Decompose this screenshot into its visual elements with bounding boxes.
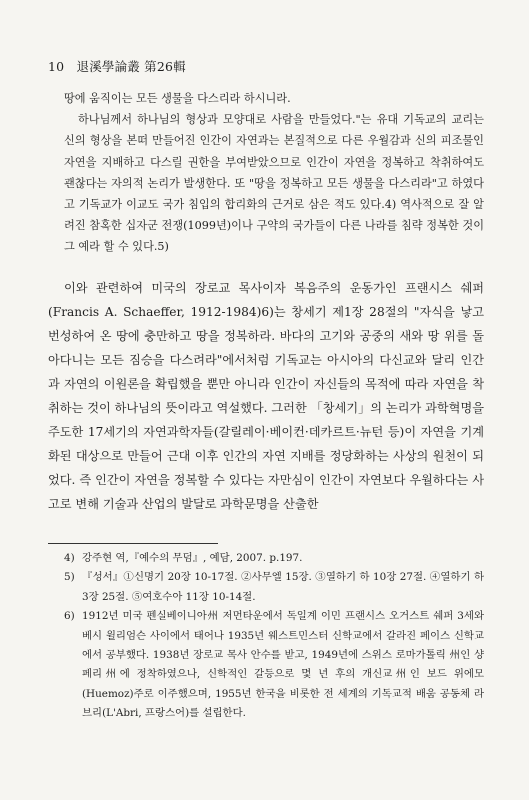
footnotes	[64, 549, 484, 724]
footnote-text: 『성서』①신명기 20장 10-17절. ②사무엘 15장. ③열하기 하 10장 27절. ④열하기 하 3장 25절. ⑤여호수아 11장 10-14절.	[82, 571, 484, 603]
footnote-item	[64, 607, 484, 723]
running-header	[48, 57, 186, 75]
quote-line: 땅에 움직이는 모든 생물을 다스리라 하시니라.	[64, 92, 291, 105]
footnote-number: 6)	[64, 610, 75, 623]
quote-paragraph: 하나님께서 하나님의 형상과 모양대로 사람을 만들었다."는 유대 기독교의 교리는 신의 형상을 본떠 만들어진 인간이 자연과는 본질적으로 다른 우월감과 신의 피조물인 자연을 지배하고 다스릴 권한을 부여받았으므로 인간이 자연을 정복하고 착취하여도 괜찮다는 자의적 논리가 발생한다. 또 "땅을 정복하고 모든 생물을 다스리라"고 하였다고 기독교가 이교도 국가 침입의 합리화의 근거로 삼은 적도 있다.4) 역사적으로 잘 알려진 참혹한 십자군 전쟁(1099년)이나 구약의 국가들이 다른 나라를 침략 정복한 것이 그 예라 할 수 있다.5)	[64, 113, 484, 254]
footnote-item	[64, 549, 484, 568]
footnote-divider	[48, 543, 218, 544]
footnote-text: 1912년 미국 펜실베이니아州 저먼타운에서 독일계 이민 프랜시스 오거스트 쉐퍼 3세와 베시 윌리엄슨 사이에서 태어나 1935년 웨스트민스터 신학교에서 갈라진 페이스 신학교에서 공부했다. 1938년 장로교 목사 안수를 받고, 1949년에 스위스 로마가톨릭 州인 샹페리州에 정착하였으나, 신학적인 갈등으로 몇 년 후의 개신교州인 보드 위에모(Huemoz)주로 이주했으며, 1955년 한국을 비롯한 전 세계의 기독교적 배움 공동체 라브리(L'Abri, 프랑스어)를 설립한다.	[82, 610, 484, 720]
journal-title: 退溪學論叢 第26輯	[76, 59, 186, 74]
body-paragraph: 이와 관련하여 미국의 장로교 목사이자 복음주의 운동가인 프랜시스 쉐퍼(Francis A. Schaeffer, 1912-1984)6)는 창세기 제1장 28절의 "자식을 낳고 번성하여 온 땅에 충만하고 땅을 정복하라. 바다의 고기와 공중의 새와 땅 위를 돌아다니는 모든 짐승을 다스려라"에서처럼 기독교는 아시아의 다신교와 달리 인간과 자연의 이원론을 확립했을 뿐만 아니라 인간이 자신들의 목적에 따라 자연을 착취하는 것이 하나님의 뜻이라고 역설했다. 그러한 「창세기」의 논리가 과학혁명을 주도한 17세기의 자연과학자들(갈릴레이·베이컨·데카르트·뉴턴 등)이 자연을 기계화된 대상으로 만들어 근대 이후 인간의 자연 지배를 정당화하는 사상의 원천이 되었다. 즉 인간이 자연을 정복할 수 있다는 자만심이 인간이 자연보다 우월하다는 사고로 변해 기술과 산업의 발달로 과학문명을 산출한	[48, 281, 484, 511]
footnote-number: 4)	[64, 552, 75, 564]
footnote-text: 강주현 역,『예수의 무덤』, 예담, 2007. p.197.	[82, 552, 303, 564]
footnote-number: 5)	[64, 571, 75, 584]
block-quote	[64, 88, 484, 258]
footnote-item	[64, 568, 484, 607]
page-number: 10	[48, 59, 65, 74]
